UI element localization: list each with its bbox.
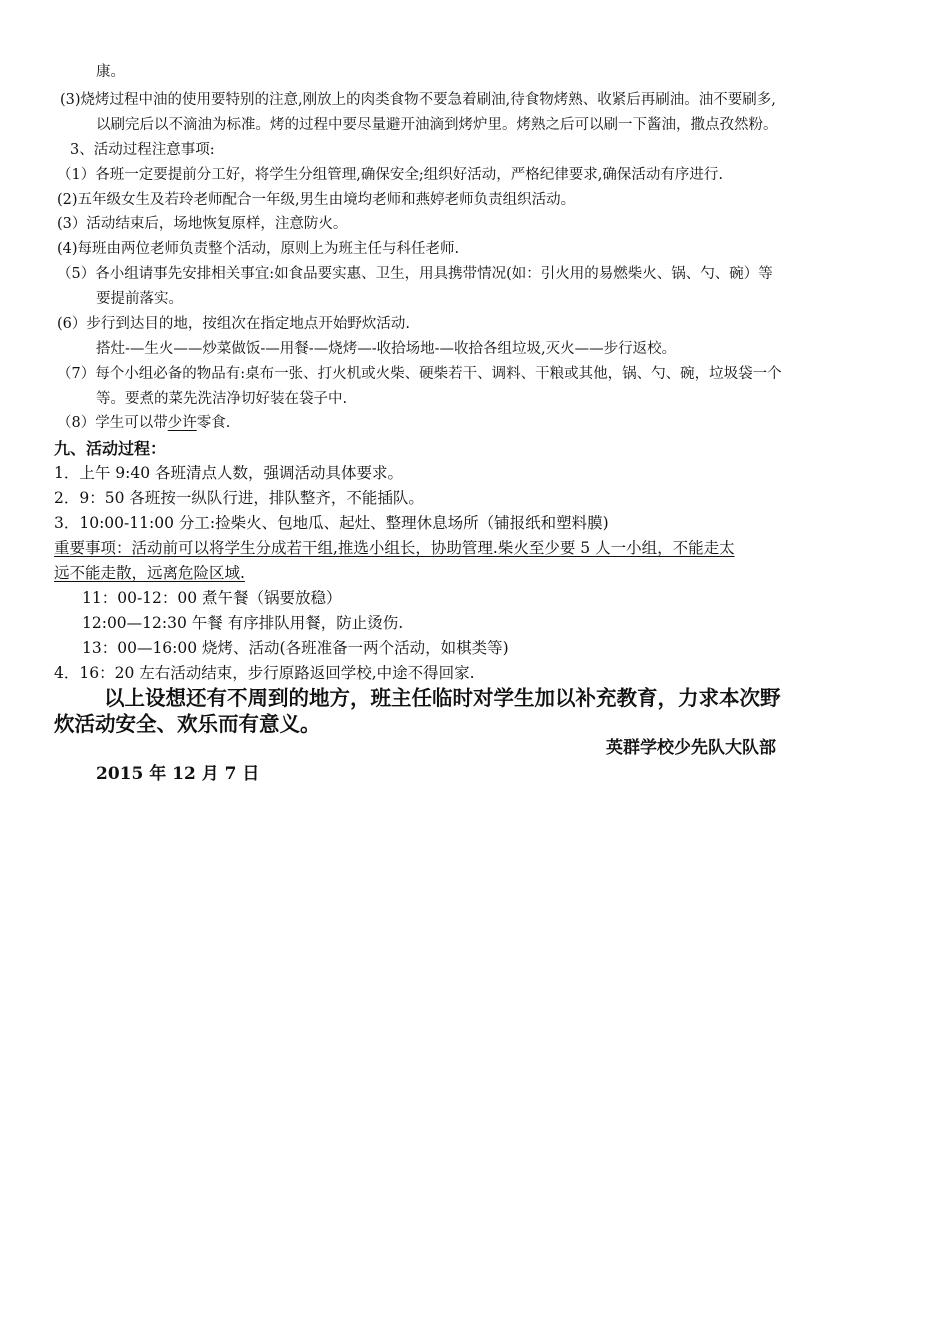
important-note: 重要事项：活动前可以将学生分成若干组,推选小组长，协助管理.柴火至少要 5 人一小组，不能走太	[54, 539, 735, 557]
text-fragment: （8）学生可以带	[57, 415, 168, 431]
text-line: 以刷完后以不滴油为标准。烤的过程中要尽量避开油滴到烤炉里。烤熟之后可以刷一下酱油，撒点孜然粉。	[96, 117, 778, 133]
text-fragment: 零食.	[196, 415, 231, 431]
schedule-line: 13：00—16:00 烧烤、活动(各班准备一两个活动，如棋类等)	[82, 639, 509, 657]
text-line: (2)五年级女生及若玲老师配合一年级,男生由境均老师和燕婷老师负责组织活动。	[57, 192, 576, 208]
text-line: （1）各班一定要提前分工好，将学生分组管理,确保安全;组织好活动，严格纪律要求,确保活动有序进行.	[57, 167, 723, 183]
text-line: 等。要煮的菜先洗洁净切好装在袋子中.	[96, 391, 348, 407]
text-line: 搭灶-—生火——炒菜做饭-—用餐-—烧烤—-收拾场地-—收拾各组垃圾,灭火——步行返校。	[96, 341, 677, 357]
step-line: 2．9：50 各班按一纵队行进，排队整齐，不能插队。	[54, 489, 424, 507]
text-line: 要提前落实。	[96, 291, 183, 307]
date: 2015 年 12 月 7 日	[96, 764, 260, 784]
section-heading: 九、活动过程：	[54, 439, 167, 458]
text-line: （5）各小组请事先安排相关事宜:如食品要实惠、卫生，用具携带情况(如：引火用的易燃柴火、锅、勺、碗）等	[57, 266, 773, 282]
text-line: (3)烧烤过程中油的使用要特别的注意,刚放上的肉类食物不要急着刷油,待食物烤熟、收紧后再刷油。油不要刷多,	[60, 92, 776, 108]
schedule-line: 12:00—12:30 午餐 有序排队用餐，防止烫伤.	[82, 614, 404, 632]
subsection-heading: 3、活动过程注意事项:	[70, 142, 215, 158]
closing-paragraph: 炊活动安全、欢乐而有意义。	[54, 712, 321, 736]
text-line: (6）步行到达目的地，按组次在指定地点开始野炊活动.	[57, 316, 410, 332]
closing-paragraph: 以上设想还有不周到的地方，班主任临时对学生加以补充教育，力求本次野	[104, 686, 781, 710]
step-line: 4．16：20 左右活动结束，步行原路返回学校,中途不得回家.	[54, 664, 475, 682]
step-line: 3．10:00-11:00 分工:捡柴火、包地瓜、起灶、整理休息场所（铺报纸和塑料膜)	[54, 514, 609, 532]
signature: 英群学校少先队大队部	[606, 738, 776, 758]
text-line: (4)每班由两位老师负责整个活动，原则上为班主任与科任老师.	[57, 241, 460, 257]
underlined-text: 少许	[167, 415, 197, 431]
text-line	[57, 413, 230, 433]
step-line: 1．上午 9:40 各班清点人数，强调活动具体要求。	[54, 464, 404, 482]
important-note: 远不能走散，远离危险区域.	[54, 564, 245, 582]
text-line: （7）每个小组必备的物品有:桌布一张、打火机或火柴、硬柴若干、调料、干粮或其他，锅、勺、碗，垃圾袋一个	[57, 366, 782, 382]
schedule-line: 11：00-12：00 煮午餐（锅要放稳）	[82, 589, 342, 607]
text-line: 康。	[96, 64, 125, 80]
text-line: (3）活动结束后，场地恢复原样，注意防火。	[57, 216, 348, 232]
